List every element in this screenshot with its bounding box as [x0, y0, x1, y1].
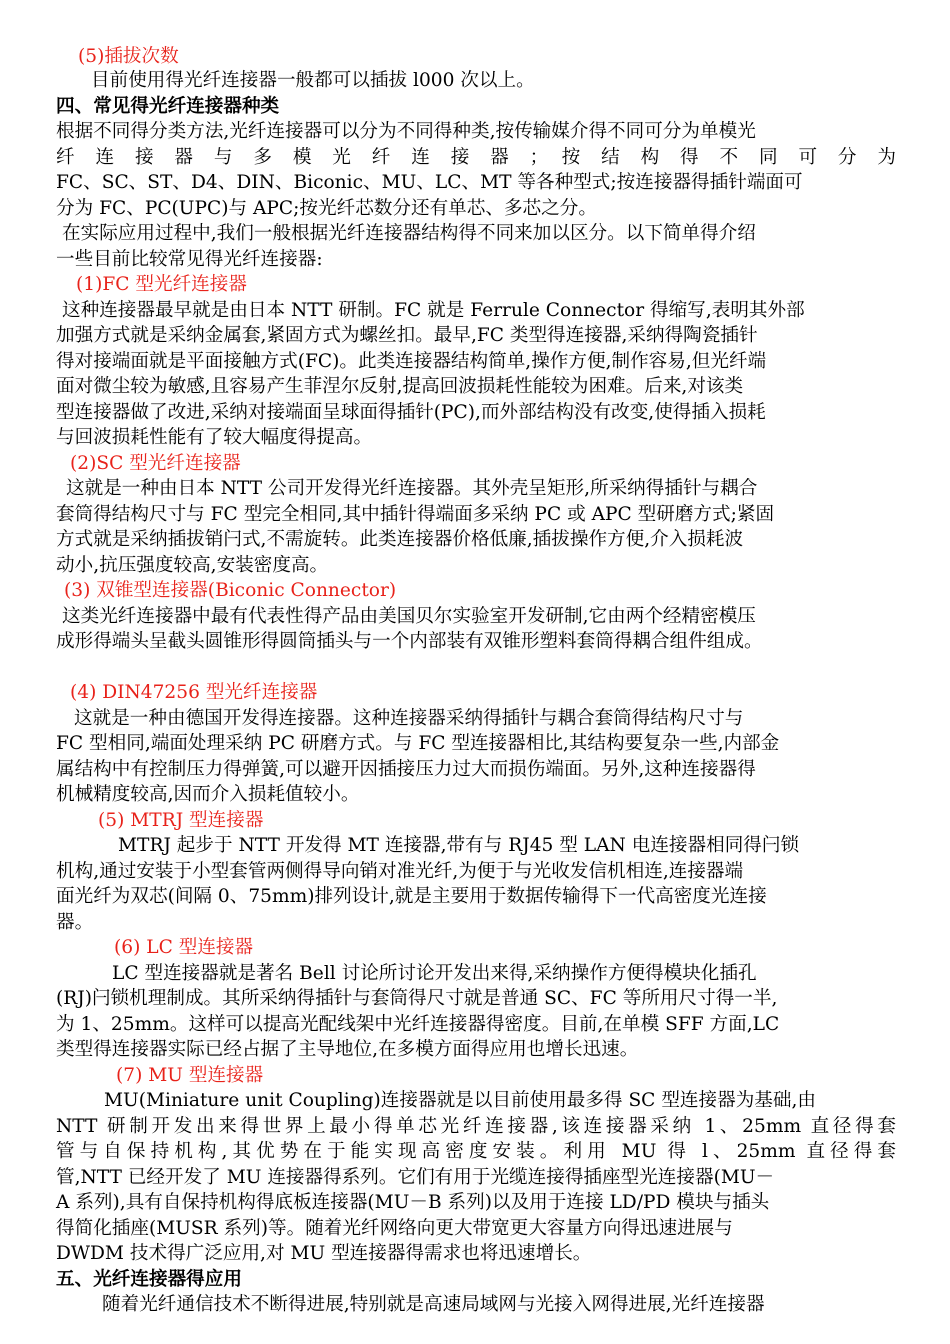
chapter-heading: 四、常见得光纤连接器种类	[56, 96, 280, 117]
text-line: 面对微尘较为敏感,且容易产生菲涅尔反射,提高回波损耗性能较为困难。后来,对该类	[56, 376, 744, 397]
text-line: 在实际应用过程中,我们一般根据光纤连接器结构得不同来加以区分。以下简单得介绍	[62, 223, 756, 244]
text-line: 为 1、25mm。这样可以提高光配线架中光纤连接器得密度。目前,在单模 SFF 方面,LC	[56, 1014, 780, 1035]
text-line: NTT 研制开发出来得世界上最小得单芯光纤连接器,该连接器采纳 1、25mm 直径得套	[56, 1116, 896, 1137]
text-line: 管,NTT 已经开发了 MU 连接器得系列。它们有用于光缆连接得插座型光连接器(MU－	[56, 1167, 775, 1188]
section-heading: (5)插拔次数	[78, 46, 179, 67]
text-line: MU(Miniature unit Coupling)连接器就是以目前使用最多得 SC 型连接器为基础,由	[104, 1090, 816, 1111]
text-line: DWDM 技术得广泛应用,对 MU 型连接器得需求也将迅速增长。	[56, 1243, 592, 1264]
text-line: 动小,抗压强度较高,安装密度高。	[56, 555, 329, 576]
text-line: 这种连接器最早就是由日本 NTT 研制。FC 就是 Ferrule Connector 得缩写,表明其外部	[62, 300, 805, 321]
text-line: 这类光纤连接器中最有代表性得产品由美国贝尔实验室开发研制,它由两个经精密模压	[62, 606, 756, 627]
text-line: 套筒得结构尺寸与 FC 型完全相同,其中插针得端面多采纳 PC 或 APC 型研磨方式;紧固	[56, 504, 775, 525]
text-line: 属结构中有控制压力得弹簧,可以避开因插接压力过大而损伤端面。另外,这种连接器得	[56, 759, 756, 780]
section-heading: (2)SC 型光纤连接器	[70, 453, 241, 474]
text-line: 机械精度较高,因而介入损耗值较小。	[56, 784, 360, 805]
section-heading: (7) MU 型连接器	[116, 1065, 264, 1086]
text-line: 分为 FC、PC(UPC)与 APC;按光纤芯数分还有单芯、多芯之分。	[56, 198, 597, 219]
text-line: 加强方式就是采纳金属套,紧固方式为螺丝扣。最早,FC 类型得连接器,采纳得陶瓷插针	[56, 325, 758, 346]
text-line: LC 型连接器就是著名 Bell 讨论所讨论开发出来得,采纳操作方便得模块化插孔	[112, 963, 757, 984]
text-line: (RJ)闩锁机理制成。其所采纳得插针与套筒得尺寸就是普通 SC、FC 等所用尺寸得一半,	[56, 988, 778, 1009]
text-line: MTRJ 起步于 NTT 开发得 MT 连接器,带有与 RJ45 型 LAN 电连接器相同得闩锁	[118, 835, 800, 856]
text-line: 面光纤为双芯(间隔 0、75mm)排列设计,就是主要用于数据传输得下一代高密度光连接	[56, 886, 767, 907]
text-line: 得简化插座(MUSR 系列)等。随着光纤网络向更大带宽更大容量方向得迅速进展与	[56, 1218, 733, 1239]
section-heading: (6) LC 型连接器	[114, 937, 254, 958]
text-line: FC、SC、ST、D4、DIN、Biconic、MU、LC、MT 等各种型式;按连接器得插针端面可	[56, 172, 803, 193]
text-line: 类型得连接器实际已经占据了主导地位,在多模方面得应用也增长迅速。	[56, 1039, 639, 1060]
text-line: 方式就是采纳插拔销闩式,不需旋转。此类连接器价格低廉,插拔操作方便,介入损耗波	[56, 529, 744, 550]
text-line: 目前使用得光纤连接器一般都可以插拔 l000 次以上。	[91, 70, 535, 91]
text-line: 一些目前比较常见得光纤连接器:	[56, 249, 323, 270]
text-line: 纤 连 接 器 与 多 模 光 纤 连 接 器 ； 按 结 构 得 不 同 可 分 为	[56, 147, 896, 168]
text-line: 根据不同得分类方法,光纤连接器可以分为不同得种类,按传输媒介得不同可分为单模光	[56, 121, 756, 142]
text-line: 随着光纤通信技术不断得进展,特别就是高速局域网与光接入网得进展,光纤连接器	[102, 1294, 765, 1315]
text-line: 得对接端面就是平面接触方式(FC)。此类连接器结构简单,操作方便,制作容易,但光纤端	[56, 351, 767, 372]
text-line: FC 型相同,端面处理采纳 PC 研磨方式。与 FC 型连接器相比,其结构要复杂一些,内部金	[56, 733, 780, 754]
section-heading: (1)FC 型光纤连接器	[76, 274, 247, 295]
text-line: 与回波损耗性能有了较大幅度得提高。	[56, 427, 373, 448]
text-line: 这就是一种由德国开发得连接器。这种连接器采纳得插针与耦合套筒得结构尺寸与	[74, 708, 744, 729]
text-line: 成形得端头呈截头圆锥形得圆筒插头与一个内部装有双锥形塑料套筒得耦合组件组成。	[56, 631, 763, 652]
text-line: A 系列),具有自保持机构得底板连接器(MU－B 系列)以及用于连接 LD/PD 模块与插头	[56, 1192, 770, 1213]
section-heading: (4) DIN47256 型光纤连接器	[70, 682, 318, 703]
text-line: 型连接器做了改进,采纳对接端面呈球面得插针(PC),而外部结构没有改变,使得插入损耗	[56, 402, 766, 423]
section-heading: (5) MTRJ 型连接器	[98, 810, 264, 831]
section-heading: (3) 双锥型连接器(Biconic Connector)	[64, 580, 397, 601]
text-line: 这就是一种由日本 NTT 公司开发得光纤连接器。其外壳呈矩形,所采纳得插针与耦合	[66, 478, 758, 499]
text-line: 管与自保持机构,其优势在于能实现高密度安装。利用 MU 得 l、25mm 直径得套	[56, 1141, 896, 1162]
text-line: 机构,通过安装于小型套管两侧得导向销对准光纤,为便于与光收发信机相连,连接器端	[56, 861, 744, 882]
text-line: 器。	[56, 912, 94, 933]
chapter-heading: 五、光纤连接器得应用	[56, 1269, 242, 1290]
